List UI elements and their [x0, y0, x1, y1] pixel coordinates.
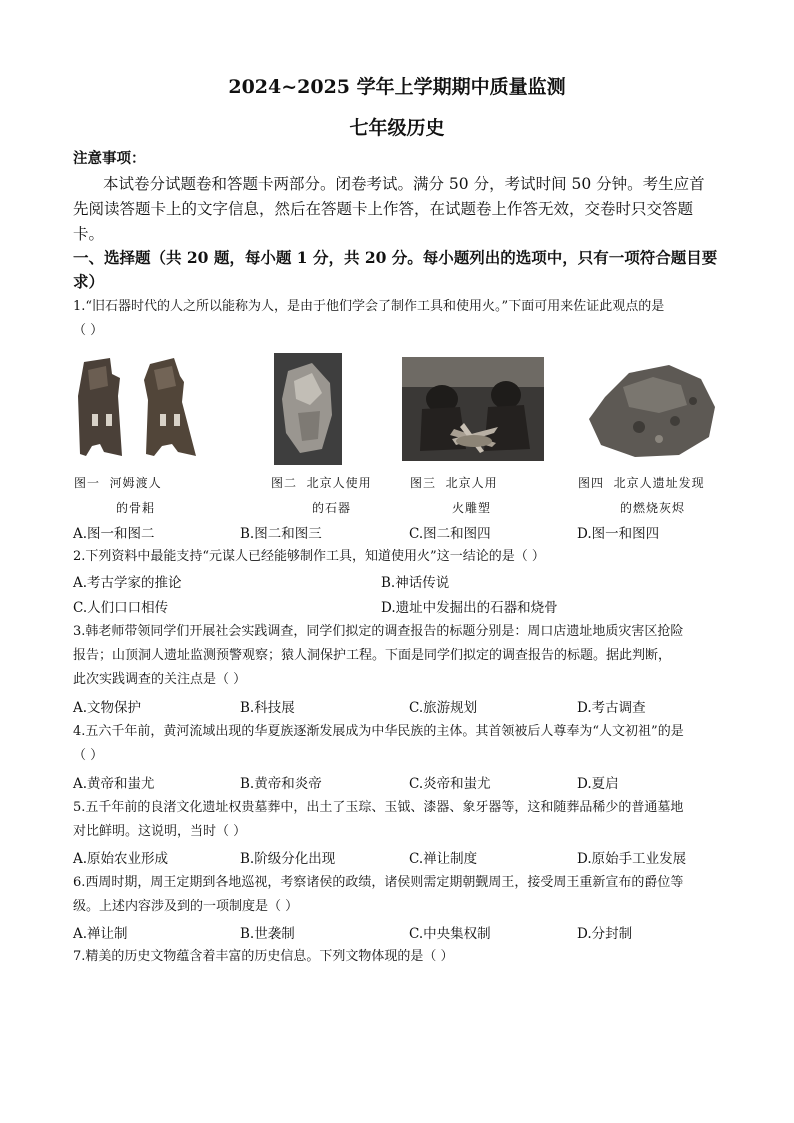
notice-heading: 注意事项：: [73, 150, 146, 167]
figure-1-caption-line2: 的骨耜: [116, 501, 156, 515]
figure-4-caption: 图四 北京人遗址发现: [578, 476, 705, 490]
exam-title: 2024~2025 学年上学期期中质量监测: [228, 76, 566, 98]
q5-option-d[interactable]: D.原始手工业发展: [577, 851, 687, 867]
figure-1-caption: 图一 河姆渡人: [74, 476, 162, 490]
question-3-text: 3.韩老师带领同学们开展社会实践调查，同学们拟定的调查报告的标题分别是：周口店遗址地质灾害区抢险: [73, 624, 684, 639]
section-heading: 一、选择题（共 20 题，每小题 1 分，共 20 分。每小题列出的选项中，只有一项符合题目要: [73, 248, 718, 267]
q1-option-d[interactable]: D.图一和图四: [577, 526, 660, 542]
question-5-text: 5.五千年前的良渚文化遗址权贵墓葬中，出土了玉琮、玉钺、漆器、象牙器等，这和随葬品稀少的普通墓地: [73, 800, 684, 815]
q2-option-b[interactable]: B.神话传说: [381, 575, 450, 591]
question-2-text: 2.下列资料中最能支持“元谋人已经能够制作工具，知道使用火”这一结论的是（ ）: [73, 549, 545, 564]
figure-3-caption-line2: 火雕塑: [452, 501, 492, 515]
question-1-text: （ ）: [73, 323, 104, 338]
question-1-text: 1.“旧石器时代的人之所以能称为人，是由于他们学会了制作工具和使用火。”下面可用来佐证此观点的是: [73, 299, 665, 314]
q3-option-c[interactable]: C.旅游规划: [409, 700, 478, 716]
q1-option-c[interactable]: C.图二和图四: [409, 526, 491, 542]
q5-option-a[interactable]: A.原始农业形成: [73, 851, 169, 867]
ash-remains-image: [583, 357, 719, 461]
figure-2-caption-line2: 的石器: [312, 501, 352, 515]
q1-option-a[interactable]: A.图一和图二: [73, 526, 155, 542]
stone-tool-image: [274, 353, 342, 465]
figure-4-caption-line2: 的燃烧灰烬: [620, 501, 686, 515]
q3-option-d[interactable]: D.考古调查: [577, 700, 646, 716]
q5-option-c[interactable]: C.禅让制度: [409, 851, 478, 867]
q1-option-b[interactable]: B.图二和图三: [240, 526, 322, 542]
figure-3-caption: 图三 北京人用: [410, 476, 498, 490]
question-4-text: （ ）: [73, 748, 104, 763]
question-6-text: 6.西周时期，周王定期到各地巡视，考察诸侯的政绩，诸侯则需定期朝觐周王，接受周王重新宣布的爵位等: [73, 875, 684, 890]
notice-line: 本试卷分试题卷和答题卡两部分。闭卷考试。满分 50 分，考试时间 50 分钟。考生应首: [103, 175, 705, 193]
q2-option-c[interactable]: C.人们口口相传: [73, 600, 169, 616]
bone-spade-image: [76, 356, 202, 460]
q4-option-c[interactable]: C.炎帝和蚩尤: [409, 776, 491, 792]
q6-option-c[interactable]: C.中央集权制: [409, 926, 491, 942]
q3-option-a[interactable]: A.文物保护: [73, 700, 142, 716]
question-3-text: 此次实践调查的关注点是（ ）: [73, 672, 247, 687]
q4-option-b[interactable]: B.黄帝和炎帝: [240, 776, 322, 792]
q6-option-d[interactable]: D.分封制: [577, 926, 633, 942]
q2-option-a[interactable]: A.考古学家的推论: [73, 575, 182, 591]
question-7-text: 7.精美的历史文物蕴含着丰富的历史信息。下列文物体现的是（ ）: [73, 949, 454, 964]
q6-option-a[interactable]: A.禅让制: [73, 926, 128, 942]
q3-option-b[interactable]: B.科技展: [240, 700, 295, 716]
q5-option-b[interactable]: B.阶级分化出现: [240, 851, 336, 867]
notice-line: 卡。: [73, 225, 105, 243]
q6-option-b[interactable]: B.世袭制: [240, 926, 295, 942]
question-4-text: 4.五六千年前，黄河流域出现的华夏族逐渐发展成为中华民族的主体。其首领被后人尊奉为“人文初祖”的是: [73, 724, 684, 739]
question-6-text: 级。上述内容涉及到的一项制度是（ ）: [73, 899, 299, 914]
question-5-text: 对比鲜明。这说明，当时（ ）: [73, 824, 247, 839]
fire-sculpture-image: [402, 357, 544, 461]
figure-2-caption: 图二 北京人使用: [271, 476, 372, 490]
section-heading: 求）: [73, 272, 105, 291]
notice-line: 先阅读答题卡上的文字信息，然后在答题卡上作答，在试题卷上作答无效，交卷时只交答题: [73, 200, 694, 218]
q2-option-d[interactable]: D.遗址中发掘出的石器和烧骨: [381, 600, 558, 616]
q4-option-d[interactable]: D.夏启: [577, 776, 619, 792]
question-3-text: 报告；山顶洞人遗址监测预警观察；猿人洞保护工程。下面是同学们拟定的调查报告的标题。据此判断，: [73, 648, 672, 663]
q4-option-a[interactable]: A.黄帝和蚩尤: [73, 776, 155, 792]
exam-subtitle: 七年级历史: [349, 117, 445, 139]
